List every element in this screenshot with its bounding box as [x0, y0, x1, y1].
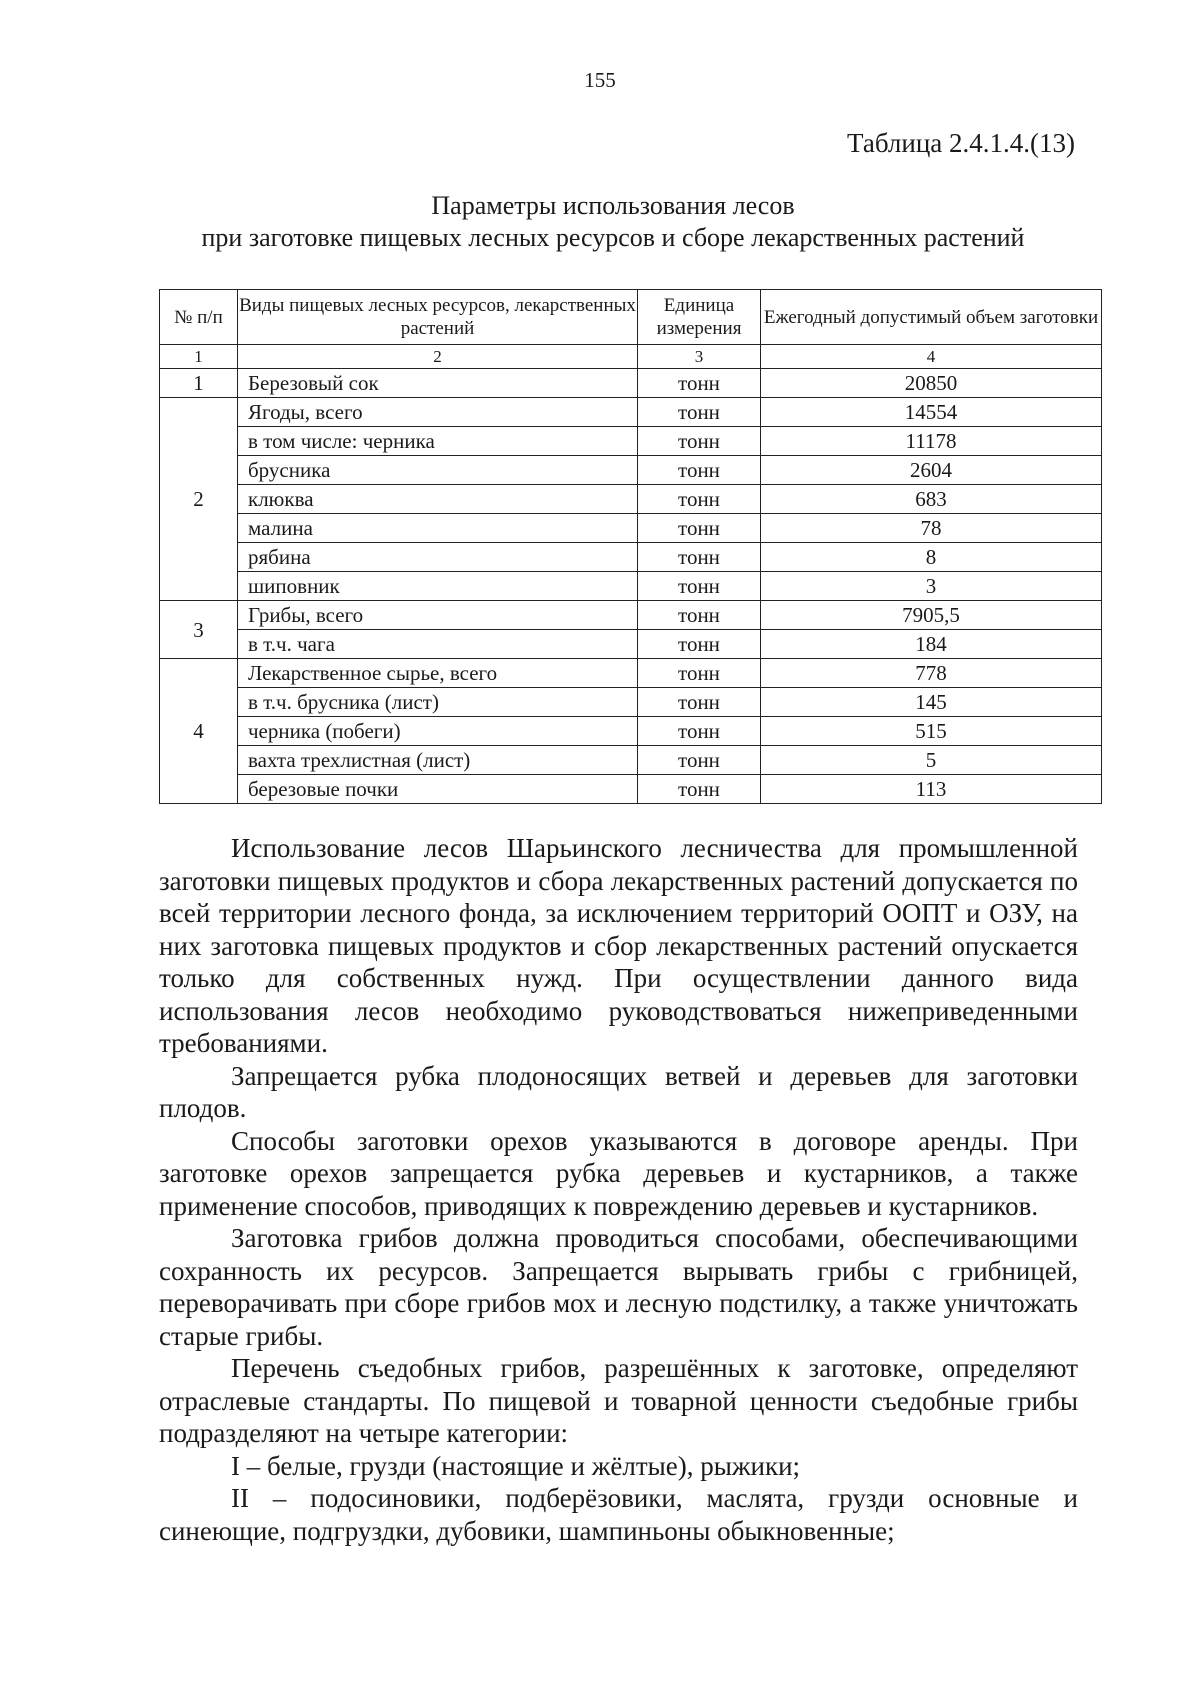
resource-name: Грибы, всего — [238, 601, 638, 630]
unit-cell: тонн — [638, 543, 761, 572]
table-row — [160, 601, 1102, 630]
table-row — [160, 717, 1102, 746]
resource-name: в т.ч. чага — [238, 630, 638, 659]
volume-cell: 2604 — [761, 456, 1102, 485]
unit-cell: тонн — [638, 775, 761, 804]
table-row — [160, 630, 1102, 659]
table-row — [160, 775, 1102, 804]
table-header-row — [160, 290, 1102, 345]
table-title — [0, 190, 1200, 254]
resource-name: рябина — [238, 543, 638, 572]
table-title-line-2: при заготовке пищевых лесных ресурсов и сборе лекарственных растений — [201, 223, 1025, 252]
body-text — [159, 832, 1078, 1547]
table-row — [160, 369, 1102, 398]
volume-cell: 20850 — [761, 369, 1102, 398]
header-volume: Ежегодный допустимый объем заготовки — [761, 290, 1102, 345]
volume-cell: 778 — [761, 659, 1102, 688]
volume-cell: 184 — [761, 630, 1102, 659]
row-number: 1 — [160, 369, 238, 398]
table-row — [160, 572, 1102, 601]
volume-cell: 3 — [761, 572, 1102, 601]
header-name: Виды пищевых лесных ресурсов, лекарственных растений — [238, 290, 638, 345]
unit-cell: тонн — [638, 456, 761, 485]
table-label: Таблица 2.4.1.4.(13) — [847, 128, 1075, 158]
resource-name: шиповник — [238, 572, 638, 601]
table-row — [160, 398, 1102, 427]
resource-name: Лекарственное сырье, всего — [238, 659, 638, 688]
row-number: 4 — [160, 659, 238, 804]
table-row — [160, 659, 1102, 688]
table-row — [160, 485, 1102, 514]
unit-cell: тонн — [638, 369, 761, 398]
paragraph: Перечень съедобных грибов, разрешённых к заготовке, определяют отраслевые стандарты. По пищевой и товарной ценности съедобные грибы подразделяют на четыре категории: — [159, 1353, 1078, 1448]
table-row — [160, 514, 1102, 543]
table-body — [160, 369, 1102, 804]
table-row — [160, 688, 1102, 717]
unit-cell: тонн — [638, 630, 761, 659]
volume-cell: 515 — [761, 717, 1102, 746]
paragraph: Запрещается рубка плодоносящих ветвей и деревьев для заготовки плодов. — [159, 1060, 1078, 1123]
volume-cell: 145 — [761, 688, 1102, 717]
resource-name: Ягоды, всего — [238, 398, 638, 427]
forest-resources-table — [159, 289, 1102, 804]
unit-cell: тонн — [638, 688, 761, 717]
table-row — [160, 427, 1102, 456]
column-number: 3 — [638, 345, 761, 369]
page-number: 155 — [584, 68, 616, 92]
unit-cell: тонн — [638, 659, 761, 688]
paragraph: II – подосиновики, подберёзовики, маслята, грузди основные и синеющие, подгруздки, дубовики, шампиньоны обыкновенные; — [159, 1483, 1078, 1546]
volume-cell: 113 — [761, 775, 1102, 804]
unit-cell: тонн — [638, 717, 761, 746]
unit-cell: тонн — [638, 746, 761, 775]
header-num: № п/п — [160, 290, 238, 345]
column-number: 4 — [761, 345, 1102, 369]
volume-cell: 78 — [761, 514, 1102, 543]
resource-name: вахта трехлистная (лист) — [238, 746, 638, 775]
unit-cell: тонн — [638, 398, 761, 427]
paragraph: Заготовка грибов должна проводиться способами, обеспечивающими сохранность их ресурсов. Запрещается вырывать грибы с грибницей, переворачивать при сборе грибов мох и лесную подстилку, а также уничтожать старые грибы. — [159, 1223, 1078, 1351]
unit-cell: тонн — [638, 427, 761, 456]
volume-cell: 5 — [761, 746, 1102, 775]
column-number: 1 — [160, 345, 238, 369]
volume-cell: 683 — [761, 485, 1102, 514]
resource-name: черника (побеги) — [238, 717, 638, 746]
column-number-row — [160, 345, 1102, 369]
unit-cell: тонн — [638, 572, 761, 601]
resource-name: в т.ч. брусника (лист) — [238, 688, 638, 717]
resource-name: Березовый сок — [238, 369, 638, 398]
volume-cell: 7905,5 — [761, 601, 1102, 630]
unit-cell: тонн — [638, 601, 761, 630]
resource-name: в том числе: черника — [238, 427, 638, 456]
row-number: 2 — [160, 398, 238, 601]
volume-cell: 8 — [761, 543, 1102, 572]
volume-cell: 14554 — [761, 398, 1102, 427]
table-row — [160, 543, 1102, 572]
table-row — [160, 456, 1102, 485]
unit-cell: тонн — [638, 485, 761, 514]
resource-name: березовые почки — [238, 775, 638, 804]
resource-name: клюква — [238, 485, 638, 514]
paragraph: Способы заготовки орехов указываются в договоре аренды. При заготовке орехов запрещается рубка деревьев и кустарников, а также применение способов, приводящих к повреждению деревьев и кустарников. — [159, 1125, 1078, 1221]
unit-cell: тонн — [638, 514, 761, 543]
table-row — [160, 746, 1102, 775]
header-unit: Единица измерения — [638, 290, 761, 345]
paragraph: I – белые, грузди (настоящие и жёлтые), рыжики; — [231, 1450, 801, 1481]
row-number: 3 — [160, 601, 238, 659]
column-number: 2 — [238, 345, 638, 369]
table-title-line-1: Параметры использования лесов — [431, 191, 795, 220]
volume-cell: 11178 — [761, 427, 1102, 456]
resource-name: малина — [238, 514, 638, 543]
resource-name: брусника — [238, 456, 638, 485]
paragraph: Использование лесов Шарьинского лесничества для промышленной заготовки пищевых продуктов и сбора лекарственных растений допускается по всей территории лесного фонда, за исключением территорий ООПТ и ОЗУ, на них заготовка пищевых продуктов и сбор лекарственных растений опускается только для собственных нужд. При осуществлении данного вида использования лесов необходимо руководствоваться нижеприведенными требованиями. — [159, 833, 1078, 1058]
